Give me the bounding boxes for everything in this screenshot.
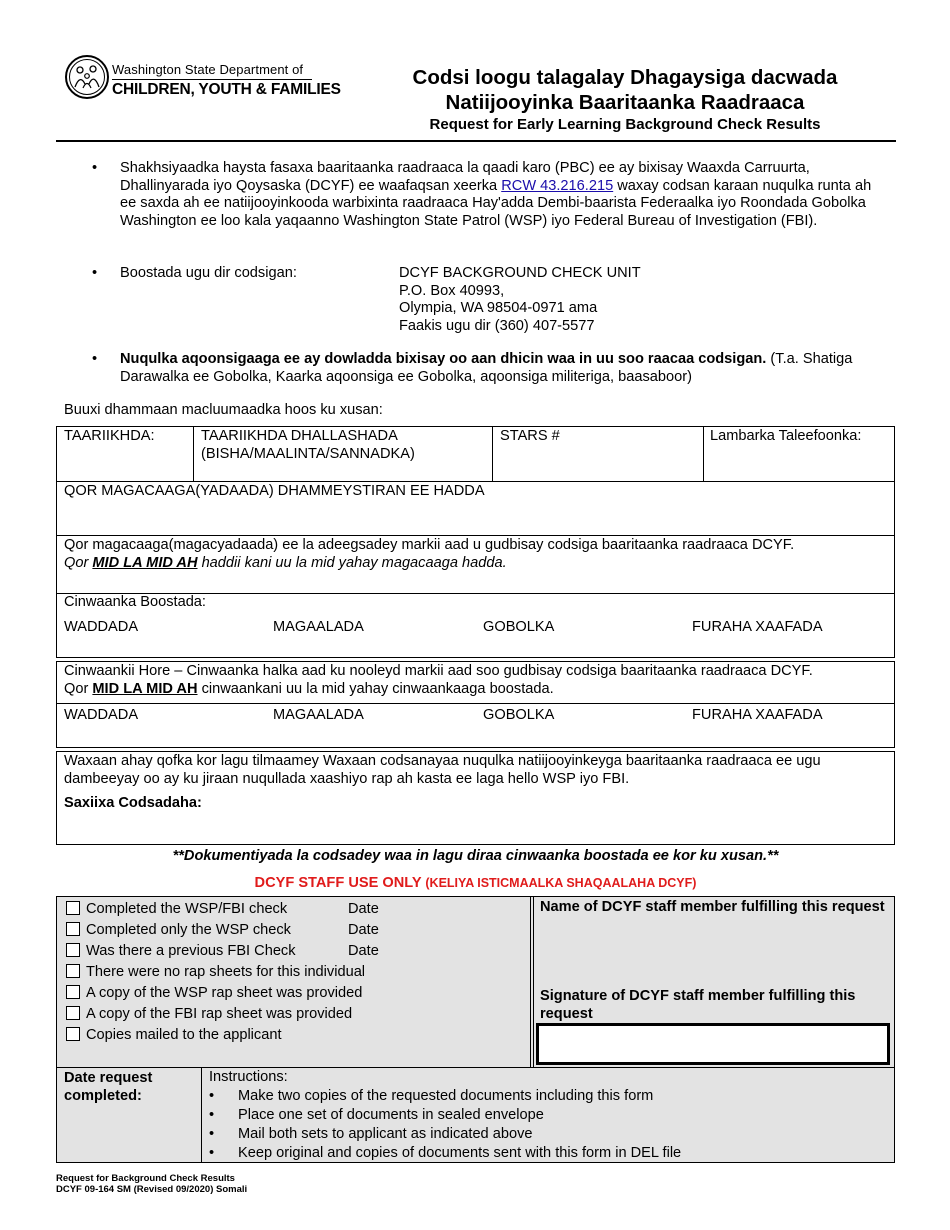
- staff-box-divider-right: [533, 896, 534, 1068]
- phone-field-label: Lambarka Taleefoonka:: [710, 428, 862, 444]
- checkbox[interactable]: [66, 985, 80, 999]
- current-names-label: QOR MAGACAAGA(YADAADA) DHAMMEYSTIRAN EE HADDA: [64, 483, 485, 499]
- prev-addr-post: cinwaankani uu la mid yahay cinwaankaaga boostada.: [197, 680, 554, 697]
- logo-divider: [112, 79, 312, 80]
- cell-divider: [193, 426, 194, 482]
- form-title-line1: Codsi loogu talagalay Dhagaysiga dacwada: [412, 66, 838, 89]
- dob-label-line2: (BISHA/MAALINTA/SANNADKA): [201, 445, 415, 462]
- stars-field-label: STARS #: [500, 428, 560, 444]
- staff-signature-field[interactable]: [536, 1023, 890, 1065]
- checkbox[interactable]: [66, 943, 80, 957]
- check-wsp-only[interactable]: [66, 922, 291, 938]
- bullet-icon: •: [92, 351, 98, 367]
- dob-field-label: [201, 428, 415, 463]
- previous-names-line1: Qor magacaaga(magacyadaada) ee la adeegsadey markii aad u gudbisay codsiga baaritaanka raadraaca DCYF.: [64, 537, 795, 553]
- form-subtitle: Request for Early Learning Background Check Results: [429, 116, 821, 133]
- checkbox[interactable]: [66, 901, 80, 915]
- mailing-address-block: [399, 265, 641, 336]
- id-requirement-bold: Nuqulka aqoonsigaaga ee ay dowladda bixisay oo aan dhicin waa in uu soo raacaa codsigan.: [120, 351, 767, 367]
- check-label: A copy of the FBI rap sheet was provided: [86, 1006, 353, 1022]
- intro-text-before: Shakhsiyaadka haysta fasaxa baaritaanka raadraaca la qaadi karo (PBC) ee ay bixisay Waaxda Carruurta, Dhallinyarada iyo Qoysaska (DCYF) ee waafaqsan xeerka: [120, 160, 810, 194]
- prev-names-post: haddii kani uu la mid yahay magacaaga hadda.: [197, 554, 507, 571]
- staff-name-label: Name of DCYF staff member fulfilling this request: [540, 899, 885, 915]
- instruction-item: Mail both sets to applicant as indicated above: [238, 1126, 533, 1142]
- bullet-icon: •: [209, 1145, 215, 1161]
- prev-street-label: WADDADA: [64, 707, 139, 723]
- checkbox[interactable]: [66, 922, 80, 936]
- dob-label-line1: TAARIIKHDA DHALLASHADA: [201, 428, 398, 444]
- check-label: Was there a previous FBI Check: [86, 943, 296, 959]
- previous-address-line2: [64, 681, 894, 699]
- check-label: Copies mailed to the applicant: [86, 1027, 282, 1043]
- check-label: There were no rap sheets for this individual: [86, 964, 366, 980]
- prev-city-label: MAGAALADA: [273, 707, 364, 723]
- consent-statement: Waxaan ahay qofka kor lagu tilmaamey Waxaan codsanayaa nuqulka natiijooyinkeyga baaritaanka raadraaca ee ugu dambeeyay oo ay ku jiraan nuqullada xaashiyo rap ah kasta ee laga hello WSP iyo FBI.: [64, 753, 821, 787]
- applicant-signature-label: Saxiixa Codsadaha:: [64, 795, 202, 811]
- bullet-icon: •: [92, 265, 98, 281]
- staff-box-divider-left: [530, 896, 531, 1068]
- check-wsp-rap-copy[interactable]: [66, 985, 362, 1001]
- form-title-line2: Natiijooyinka Baaritaanka Raadraaca: [445, 91, 805, 114]
- date-label: Date: [348, 901, 379, 917]
- id-requirement-examples: (T.a. Shatiga Darawalka ee Gobolka, Kaarka aqoonsiga ee Gobolka, aqoonsiga militeriga, baasaboor): [120, 351, 853, 385]
- bullet-icon: •: [209, 1126, 215, 1142]
- footer-form-name: Request for Background Check Results: [56, 1173, 235, 1184]
- bullet-icon: •: [92, 160, 98, 176]
- mailing-note: **Dokumentiyada la codsadey waa in lagu diraa cinwaanka boostada ee kor ku xusan.**: [172, 848, 779, 864]
- family-logo-icon: [64, 54, 110, 100]
- city-label: MAGAALADA: [273, 619, 364, 635]
- logo-agency-name: CHILDREN, YOUTH & FAMILIES: [112, 81, 341, 98]
- checkbox[interactable]: [66, 964, 80, 978]
- date-completed-label: Date request completed:: [64, 1070, 153, 1104]
- instructions-label: Instructions:: [209, 1069, 288, 1085]
- address-line: Faakis ugu dir (360) 407-5577: [399, 318, 595, 335]
- completion-divider: [201, 1067, 202, 1163]
- date-field-label: TAARIIKHDA:: [64, 428, 155, 444]
- bullet-icon: •: [209, 1107, 215, 1123]
- check-copies-mailed[interactable]: [66, 1027, 282, 1043]
- instruction-item: Place one set of documents in sealed envelope: [238, 1107, 544, 1123]
- previous-address-instructions: [64, 663, 894, 698]
- previous-address-line1: Cinwaankii Hore – Cinwaanka halka aad ku nooleyd markii aad soo gudbisay codsiga baaritaanka raadraaca DCYF.: [64, 663, 813, 679]
- address-line: Olympia, WA 98504-0971 ama: [399, 300, 598, 317]
- street-label: WADDADA: [64, 619, 139, 635]
- logo-department-line: Washington State Department of: [112, 62, 304, 77]
- checkbox[interactable]: [66, 1027, 80, 1041]
- prev-zip-label: FURAHA XAAFADA: [692, 707, 823, 723]
- date-label: Date: [348, 922, 379, 938]
- instruction-item: Keep original and copies of documents sent with this form in DEL file: [238, 1145, 682, 1161]
- cell-divider: [703, 426, 704, 482]
- staff-signature-label: Signature of DCYF staff member fulfilling this request: [540, 988, 856, 1022]
- previous-names-instructions: [64, 537, 889, 572]
- stars-field[interactable]: [498, 446, 698, 478]
- instruction-item: Make two copies of the requested documents including this form: [238, 1088, 654, 1104]
- check-no-rap-sheets[interactable]: [66, 964, 365, 980]
- date-label: Date: [348, 943, 379, 959]
- rcw-link[interactable]: RCW 43.216.215: [501, 177, 614, 194]
- address-line: P.O. Box 40993,: [399, 282, 505, 299]
- check-fbi-rap-copy[interactable]: [66, 1006, 352, 1022]
- address-line: DCYF BACKGROUND CHECK UNIT: [399, 265, 641, 281]
- previous-names-line2: [64, 555, 889, 573]
- footer-form-number: DCYF 09-164 SM (Revised 09/2020) Somali: [56, 1184, 248, 1195]
- bullet-icon: •: [209, 1088, 215, 1104]
- form-footer: [56, 1173, 247, 1195]
- fill-instruction: Buuxi dhammaan macluumaadka hoos ku xusan:: [64, 402, 383, 418]
- check-wsp-fbi[interactable]: [66, 901, 287, 917]
- prev-addr-emphasis: MID LA MID AH: [92, 680, 198, 697]
- staff-use-heading: [56, 875, 895, 891]
- state-label: GOBOLKA: [483, 619, 555, 635]
- prev-state-label: GOBOLKA: [483, 707, 555, 723]
- staff-heading-somali: (KELIYA ISTICMAALKA SHAQAALAHA DCYF): [425, 876, 697, 890]
- zip-label: FURAHA XAAFADA: [692, 619, 823, 635]
- date-field[interactable]: [62, 446, 190, 478]
- check-label: A copy of the WSP rap sheet was provided: [86, 985, 363, 1001]
- check-previous-fbi[interactable]: [66, 943, 296, 959]
- checkbox[interactable]: [66, 1006, 80, 1020]
- dcyf-logo: [64, 54, 341, 104]
- intro-paragraph: [120, 160, 880, 231]
- prev-names-emphasis: MID LA MID AH: [92, 554, 198, 571]
- prev-names-pre: Qor: [64, 554, 93, 571]
- applicant-signature-field[interactable]: [62, 814, 890, 842]
- header-divider: [56, 140, 896, 142]
- phone-field[interactable]: [708, 446, 890, 478]
- current-names-field[interactable]: [62, 502, 890, 532]
- intro-text-after: waxay codsan karaan nuqulka runta ah ee saxda ah ee natiijooyinkooda warbixinta raadraaca Hay'adda Dembi-baarista Federaalka iyo Roondada Gobolka Washington ee loo kala yaqaanno Washington State Patrol (WSP) iyo Federal Bureau of Investigation (FBI).: [120, 177, 872, 230]
- prev-addr-pre: Qor: [64, 680, 93, 697]
- mail-label: Boostada ugu dir codsigan:: [120, 265, 297, 281]
- id-requirement: [120, 351, 880, 386]
- check-label: Completed only the WSP check: [86, 922, 291, 938]
- cell-divider: [492, 426, 493, 482]
- staff-heading-main: DCYF STAFF USE ONLY: [254, 875, 422, 891]
- mailing-address-label: Cinwaanka Boostada:: [64, 594, 206, 610]
- check-label: Completed the WSP/FBI check: [86, 901, 288, 917]
